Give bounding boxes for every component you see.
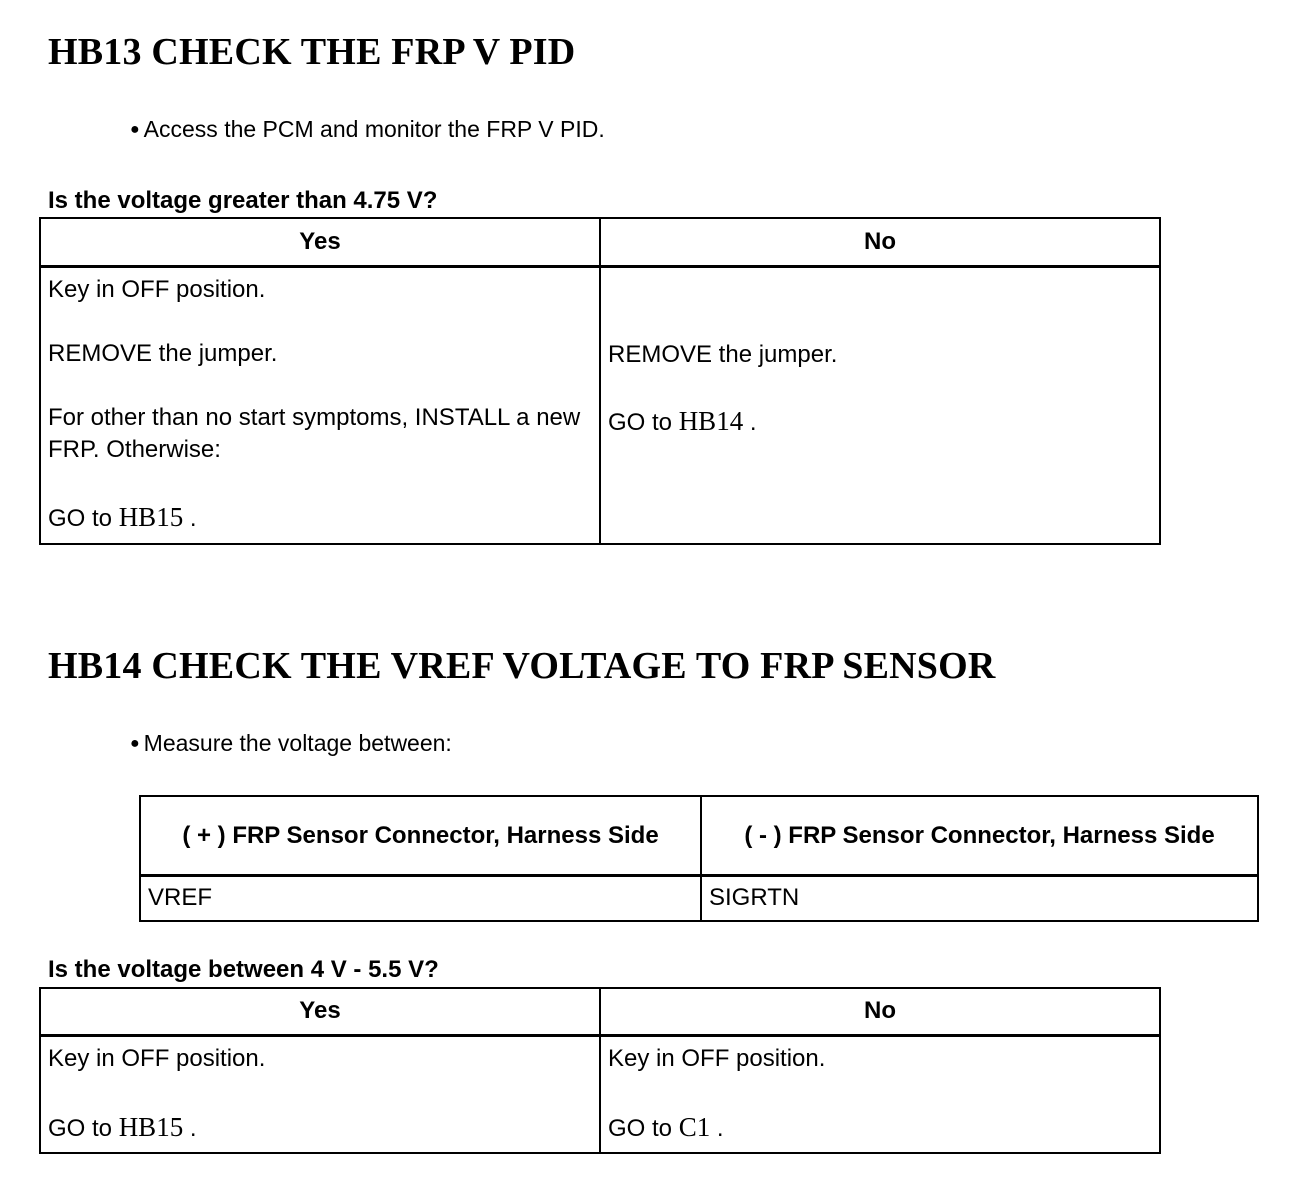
- hb14-yes-line: Key in OFF position.: [48, 1044, 266, 1072]
- hb13-yes-goto: GO to HB15 .: [48, 501, 197, 532]
- hb13-yes-goto-prefix: GO to: [48, 504, 119, 532]
- bullet-icon: ●: [130, 735, 140, 752]
- hb14-no-cell: [600, 1035, 1160, 1153]
- hb14-question: Is the voltage between 4 V - 5.5 V?: [48, 956, 439, 983]
- hb13-heading: HB13 CHECK THE FRP V PID: [48, 31, 576, 73]
- hb14-no-line: Key in OFF position.: [608, 1044, 826, 1072]
- hb14-neg-header: ( - ) FRP Sensor Connector, Harness Side: [701, 796, 1258, 875]
- hb13-result-table: [39, 217, 1161, 545]
- hb14-yes-cell: [40, 1035, 600, 1153]
- hb14-pos-header: ( + ) FRP Sensor Connector, Harness Side: [140, 796, 701, 875]
- hb14-no-goto-link[interactable]: C1: [678, 1111, 711, 1142]
- hb13-yes-goto-link[interactable]: HB15: [118, 501, 184, 532]
- hb14-yes-goto-link[interactable]: HB15: [118, 1111, 184, 1142]
- hb13-no-goto: GO to HB14 .: [608, 406, 757, 437]
- hb14-yes-goto: GO to HB15 .: [48, 1111, 197, 1142]
- hb13-bullet-text: Access the PCM and monitor the FRP V PID.: [143, 116, 605, 142]
- hb13-question: Is the voltage greater than 4.75 V?: [48, 187, 438, 214]
- hb14-connector-table: [139, 795, 1259, 922]
- hb13-yes-line-1: Key in OFF position.: [48, 275, 266, 303]
- hb13-no-header: No: [600, 218, 1160, 266]
- hb13-yes-line-2: REMOVE the jumper.: [48, 339, 278, 367]
- hb13-yes-header: Yes: [40, 218, 600, 266]
- hb14-no-header: No: [600, 988, 1160, 1035]
- hb13-no-goto-prefix: GO to: [608, 409, 679, 437]
- bullet-icon: ●: [130, 121, 140, 138]
- hb14-heading: HB14 CHECK THE VREF VOLTAGE TO FRP SENSOR: [48, 645, 996, 687]
- hb13-yes-cell: [40, 266, 600, 544]
- hb13-bullet-item: [130, 116, 605, 143]
- hb14-neg-value: SIGRTN: [701, 875, 1258, 921]
- hb14-no-goto-prefix: GO to: [608, 1114, 679, 1142]
- hb14-pos-value: VREF: [140, 875, 701, 921]
- hb14-result-table: [39, 987, 1161, 1154]
- hb13-yes-line-3: For other than no start symptoms, INSTALL a new FRP. Otherwise:: [48, 403, 581, 463]
- hb14-bullet-text: Measure the voltage between:: [143, 730, 452, 756]
- hb14-yes-goto-prefix: GO to: [48, 1114, 119, 1142]
- hb13-no-cell: [600, 266, 1160, 544]
- hb14-bullet-item: [130, 730, 452, 757]
- hb13-no-goto-link[interactable]: HB14: [678, 406, 744, 437]
- hb14-no-goto: GO to C1 .: [608, 1111, 724, 1142]
- hb14-yes-header: Yes: [40, 988, 600, 1035]
- hb13-no-line: REMOVE the jumper.: [608, 341, 838, 369]
